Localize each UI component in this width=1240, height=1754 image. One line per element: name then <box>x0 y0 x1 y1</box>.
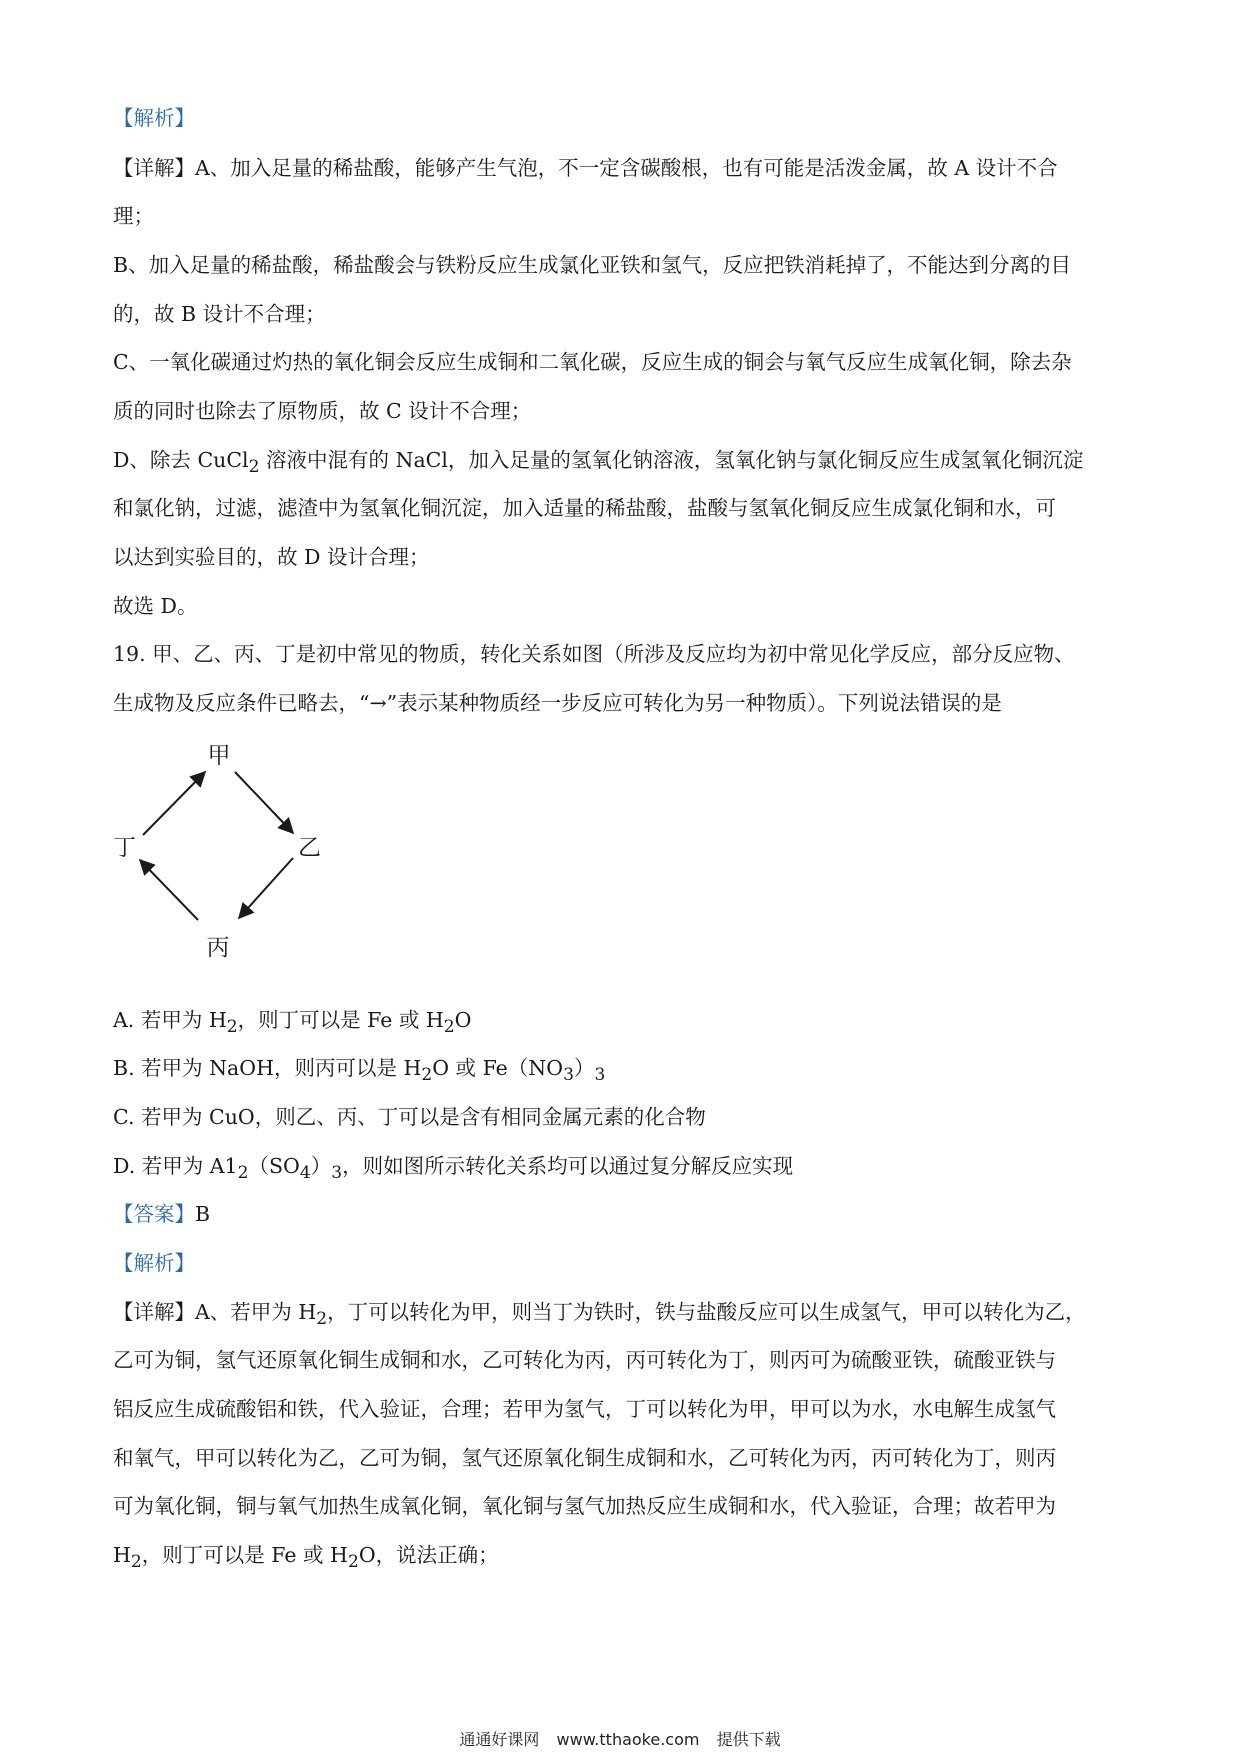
detail-line: 的，故 B 设计不合理； <box>113 302 326 326</box>
arrow-jia-to-yi <box>235 772 293 833</box>
analysis-heading: 【解析】 <box>113 106 195 130</box>
footer-site: 通通好课网 <box>459 1730 540 1749</box>
detail-line: 理； <box>113 204 154 228</box>
detail-line: 质的同时也除去了原物质，故 C 设计不合理； <box>113 399 532 423</box>
answer-value: B <box>195 1202 211 1226</box>
option-d: D. 若甲为 $A1_2(SO_4)_3$，则如图所示转化关系均可以通过复分解反应实现 <box>113 1154 794 1184</box>
question-stem: 19. 甲、乙、丙、丁是初中常见的物质，转化关系如图（所涉及反应均为初中常见化学反应，部分反应物、 <box>113 642 1075 666</box>
detail-line: 故选 D。 <box>113 594 198 618</box>
detail-line: C、一氧化碳通过灼热的氧化铜会反应生成铜和二氧化碳，反应生成的铜会与氧气反应生成氧化铜，除去杂 <box>113 350 1072 374</box>
node-ding: 丁 <box>113 835 136 861</box>
arrow-bing-to-ding <box>140 860 198 920</box>
option-c: C. 若甲为 CuO，则乙、丙、丁可以是含有相同金属元素的化合物 <box>113 1105 706 1129</box>
node-bing: 丙 <box>206 935 230 961</box>
detail-line: 以达到实验目的，故 D 设计合理； <box>113 545 430 569</box>
node-jia: 甲 <box>207 743 231 769</box>
detail-line: 【详解】A、若甲为 $H_2$，丁可以转化为甲，则当丁为铁时，铁与盐酸反应可以生成氢气，甲可以转化为乙， <box>113 1300 1086 1330</box>
answer-line <box>113 1200 210 1228</box>
detail-line: B、加入足量的稀盐酸，稀盐酸会与铁粉反应生成氯化亚铁和氢气，反应把铁消耗掉了，不能达到分离的目 <box>113 253 1072 277</box>
option-a: A. 若甲为 $H_2$，则丁可以是 Fe 或 $H_2O$ <box>113 1008 472 1038</box>
footer-note: 提供下载 <box>716 1730 781 1749</box>
arrow-ding-to-jia <box>143 772 205 835</box>
detail-line: 乙可为铜，氢气还原氧化铜生成铜和水，乙可转化为丙，丙可转化为丁，则丙可为硫酸亚铁，硫酸亚铁与 <box>113 1348 1056 1372</box>
detail-line: 铝反应生成硫酸铝和铁，代入验证，合理；若甲为氢气，丁可以转化为甲，甲可以为水，水电解生成氢气 <box>113 1397 1056 1421</box>
detail-line: D、除去 CuCl$_2$ 溶液中混有的 NaCl，加入足量的氢氧化钠溶液，氢氧化钠与氯化铜反应生成氢氧化铜沉淀 <box>113 448 1084 478</box>
option-b: B. 若甲为 NaOH，则丙可以是 $H_2O$ 或 $Fe(NO_3)_3$ <box>113 1056 606 1086</box>
footer-url[interactable]: www.tthaoke.com <box>556 1730 700 1749</box>
page-footer <box>0 1727 1240 1750</box>
detail-line: 【详解】A、加入足量的稀盐酸，能够产生气泡，不一定含碳酸根，也有可能是活泼金属，故 A 设计不合 <box>113 156 1058 180</box>
detail-line: $H_2$，则丁可以是 Fe 或 $H_2O$，说法正确； <box>113 1543 499 1573</box>
node-yi: 乙 <box>298 835 321 861</box>
answer-label: 【答案】 <box>113 1202 195 1226</box>
question-stem: 生成物及反应条件已略去，“→”表示某种物质经一步反应可转化为另一种物质）。下列说法错误的是 <box>113 691 1002 715</box>
analysis-heading: 【解析】 <box>113 1251 195 1275</box>
detail-line: 和氯化钠，过滤，滤渣中为氢氧化铜沉淀，加入适量的稀盐酸，盐酸与氢氧化铜反应生成氯化铜和水，可 <box>113 496 1056 520</box>
conversion-diagram <box>113 740 343 965</box>
arrow-yi-to-bing <box>239 858 293 918</box>
detail-line: 可为氧化铜，铜与氧气加热生成氧化铜，氧化铜与氢气加热反应生成铜和水，代入验证，合理；故若甲为 <box>113 1494 1056 1518</box>
detail-line: 和氧气，甲可以转化为乙，乙可为铜，氢气还原氧化铜生成铜和水，乙可转化为丙，丙可转化为丁，则丙 <box>113 1446 1056 1470</box>
